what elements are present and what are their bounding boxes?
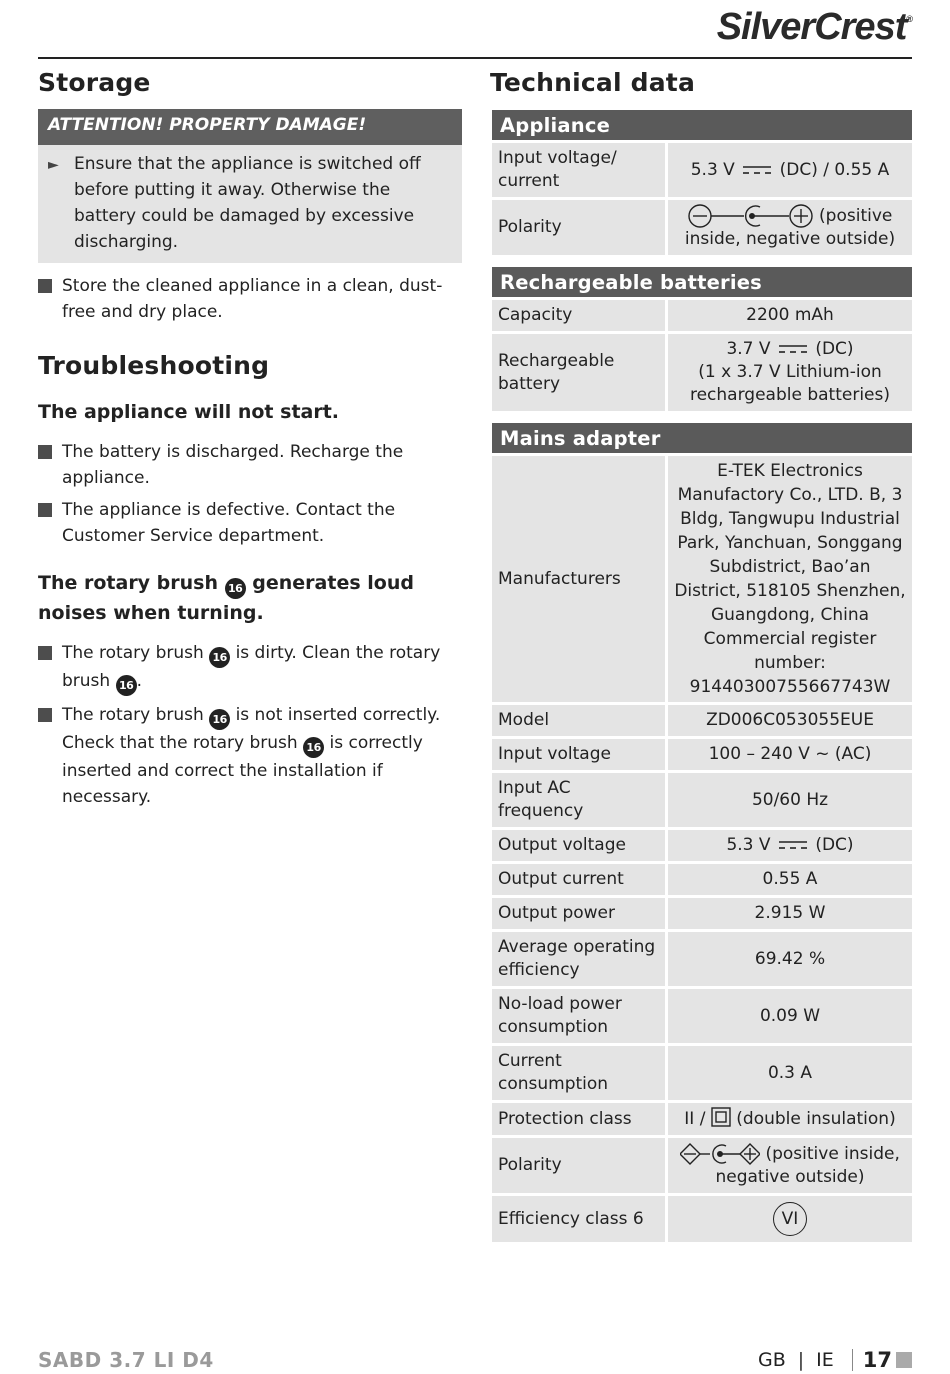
table-row: Output power 2.915 W (492, 898, 912, 929)
brand-logo: SilverCrest® (716, 6, 912, 48)
section-heading: Rechargeable batteries (492, 267, 912, 297)
reference-number-badge: 16 (209, 709, 230, 730)
table-row: Protection class II / (double insulation) (492, 1103, 912, 1135)
table-row: Current consumption 0.3 A (492, 1046, 912, 1100)
reference-number-badge: 16 (303, 737, 324, 758)
double-insulation-icon (711, 1107, 731, 1127)
table-row: Input voltage/ current 5.3 V (DC) / 0.55 A (492, 143, 912, 197)
table-row: Output current 0.55 A (492, 864, 912, 895)
footer-divider (852, 1349, 853, 1371)
attention-text: Ensure that the appliance is switched off before putting it away. Otherwise the battery could be damaged by excessive discharging. (74, 154, 421, 252)
table-row: Rechargeable battery 3.7 V (DC) (1 x 3.7 V Lithium-ion rechargeable batteries) (492, 334, 912, 411)
page-marker-square (896, 1352, 912, 1368)
polarity-symbol-icon (688, 204, 814, 228)
table-row: Input voltage 100 – 240 V ~ (AC) (492, 739, 912, 770)
issue-title: The rotary brush 16 generates loud noises when turning. (38, 572, 414, 624)
footer-page-info: GB | IE 17 (758, 1348, 912, 1372)
header-rule (38, 57, 912, 59)
reference-number-badge: 16 (225, 578, 246, 599)
section-heading: Mains adapter (492, 423, 912, 453)
storage-title: Storage (38, 68, 151, 97)
table-row: Efficiency class 6 VI (492, 1196, 912, 1242)
efficiency-class-badge: VI (773, 1202, 807, 1236)
table-row: Average operating efficiency 69.42 % (492, 932, 912, 986)
page-number: 17 (862, 1348, 892, 1372)
polarity-diamond-symbol-icon (680, 1142, 760, 1166)
footer-model: SABD 3.7 LI D4 (38, 1348, 214, 1372)
list-item: The rotary brush 16 is dirty. Clean the rotary brush 16 . (38, 640, 462, 696)
technical-data-table (492, 107, 912, 1245)
list-item: Store the cleaned appliance in a clean, dust-free and dry place. (38, 273, 462, 325)
table-row: Model ZD006C053055EUE (492, 705, 912, 736)
dc-symbol-icon (779, 344, 807, 354)
bullet-square-icon (38, 445, 52, 459)
technical-data-title: Technical data (490, 68, 696, 97)
bullet-square-icon (38, 646, 52, 660)
bullet-square-icon (38, 708, 52, 722)
bullet-square-icon (38, 279, 52, 293)
section-heading: Appliance (492, 110, 912, 140)
reference-number-badge: 16 (116, 675, 137, 696)
dc-symbol-icon (743, 165, 771, 175)
table-row: Input AC frequency 50/60 Hz (492, 773, 912, 827)
troubleshooting-title: Troubleshooting (38, 351, 270, 380)
table-row: Polarity (positive inside, negative outside) (492, 1138, 912, 1193)
issue-title: The appliance will not start. (38, 401, 340, 423)
list-item: The appliance is defective. Contact the Customer Service department. (38, 497, 462, 549)
dc-symbol-icon (779, 840, 807, 850)
list-item: The battery is discharged. Recharge the appliance. (38, 439, 462, 491)
table-row: Polarity (positive inside, negative outside) (492, 200, 912, 255)
reference-number-badge: 16 (209, 647, 230, 668)
list-item: The rotary brush 16 is not inserted correctly. Check that the rotary brush 16 is correctly inserted and correct the installation if necessary. (38, 702, 462, 810)
attention-heading: ATTENTION! PROPERTY DAMAGE! (38, 109, 462, 145)
right-column (490, 68, 912, 1245)
table-row: Capacity 2200 mAh (492, 300, 912, 331)
arrow-right-icon: ► (48, 157, 59, 173)
bullet-square-icon (38, 503, 52, 517)
table-row: Manufacturers E-TEK Electronics Manufactory Co., LTD. B, 3 Bldg, Tangwupu Industrial Park, Yanchuan, Songgang Subdistrict, Bao’an District, 518105 Shenzhen, Guangdong, China Commercial register number: 91440300755667743W (492, 456, 912, 702)
table-row: Output voltage 5.3 V (DC) (492, 830, 912, 861)
left-column (38, 68, 462, 816)
table-row: No-load power consumption 0.09 W (492, 989, 912, 1043)
attention-box (38, 145, 462, 263)
